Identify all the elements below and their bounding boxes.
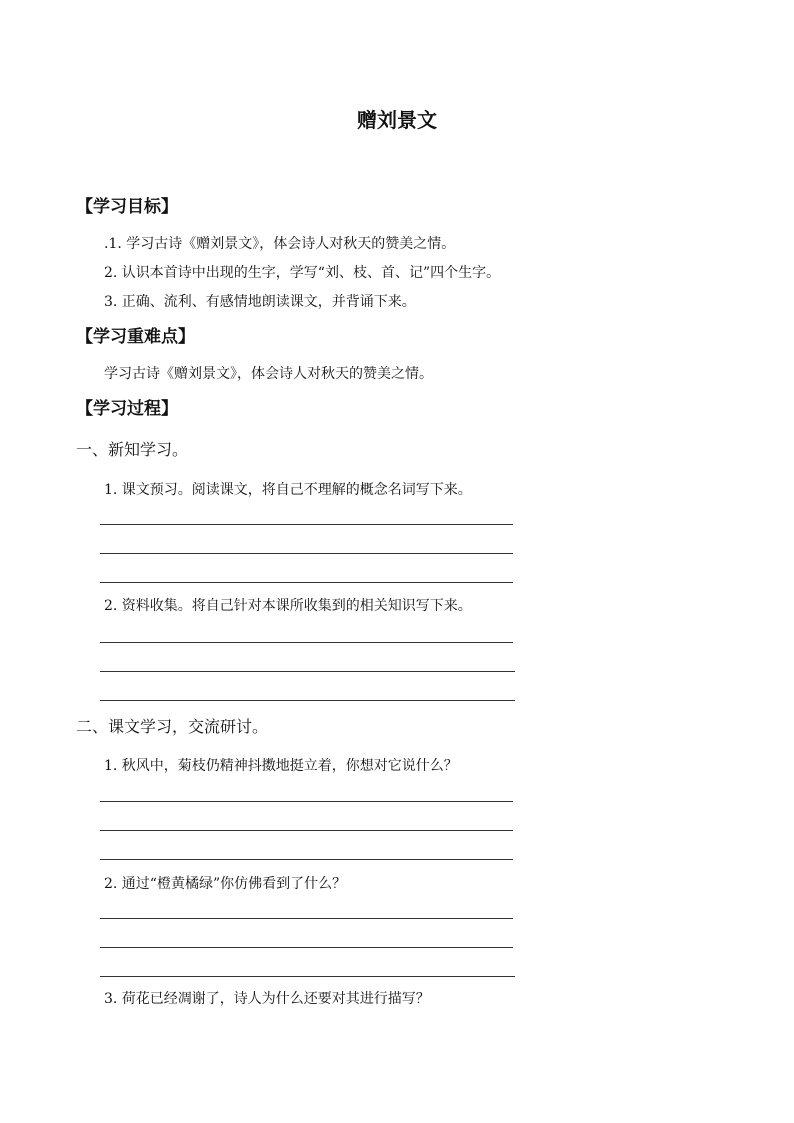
part1-question-1: 1. 课文预习。阅读课文，将自己不理解的概念名词写下来。	[104, 482, 472, 498]
answer-line[interactable]	[100, 976, 515, 977]
answer-line[interactable]	[100, 524, 513, 525]
part1-title: 一、新知学习。	[76, 440, 189, 459]
part1-question-2: 2. 资料收集。将自己针对本课所收集到的相关知识写下来。	[104, 598, 472, 614]
answer-line[interactable]	[100, 642, 513, 643]
goal-item-1: .1. 学习古诗《赠刘景文》，体会诗人对秋天的赞美之情。	[104, 236, 456, 252]
answer-line[interactable]	[100, 918, 513, 919]
process-heading: 【学习过程】	[76, 399, 178, 419]
goal-item-3: 3. 正确、流利、有感情地朗读课文，并背诵下来。	[104, 294, 416, 310]
answer-line[interactable]	[100, 671, 515, 672]
part2-question-3: 3. 荷花已经凋谢了，诗人为什么还要对其进行描写？	[104, 991, 430, 1007]
answer-line[interactable]	[100, 947, 513, 948]
goals-heading: 【学习目标】	[76, 197, 178, 217]
answer-line[interactable]	[100, 582, 513, 583]
goal-item-2: 2. 认识本首诗中出现的生字，学写“刘、枝、首、记”四个生字。	[104, 265, 501, 281]
answer-line[interactable]	[100, 830, 513, 831]
part2-title: 二、课文学习，交流研讨。	[76, 717, 269, 736]
part2-question-2: 2. 通过“橙黄橘绿”你仿佛看到了什么？	[104, 876, 347, 892]
answer-line[interactable]	[100, 700, 515, 701]
part2-question-1: 1. 秋风中，菊枝仍精神抖擞地挺立着，你想对它说什么？	[104, 758, 458, 774]
key-points-text: 学习古诗《赠刘景文》，体会诗人对秋天的赞美之情。	[104, 366, 433, 382]
answer-line[interactable]	[100, 801, 513, 802]
page-title: 赠刘景文	[357, 108, 437, 132]
answer-line[interactable]	[100, 553, 513, 554]
answer-line[interactable]	[100, 859, 513, 860]
key-points-heading: 【学习重难点】	[76, 327, 195, 347]
